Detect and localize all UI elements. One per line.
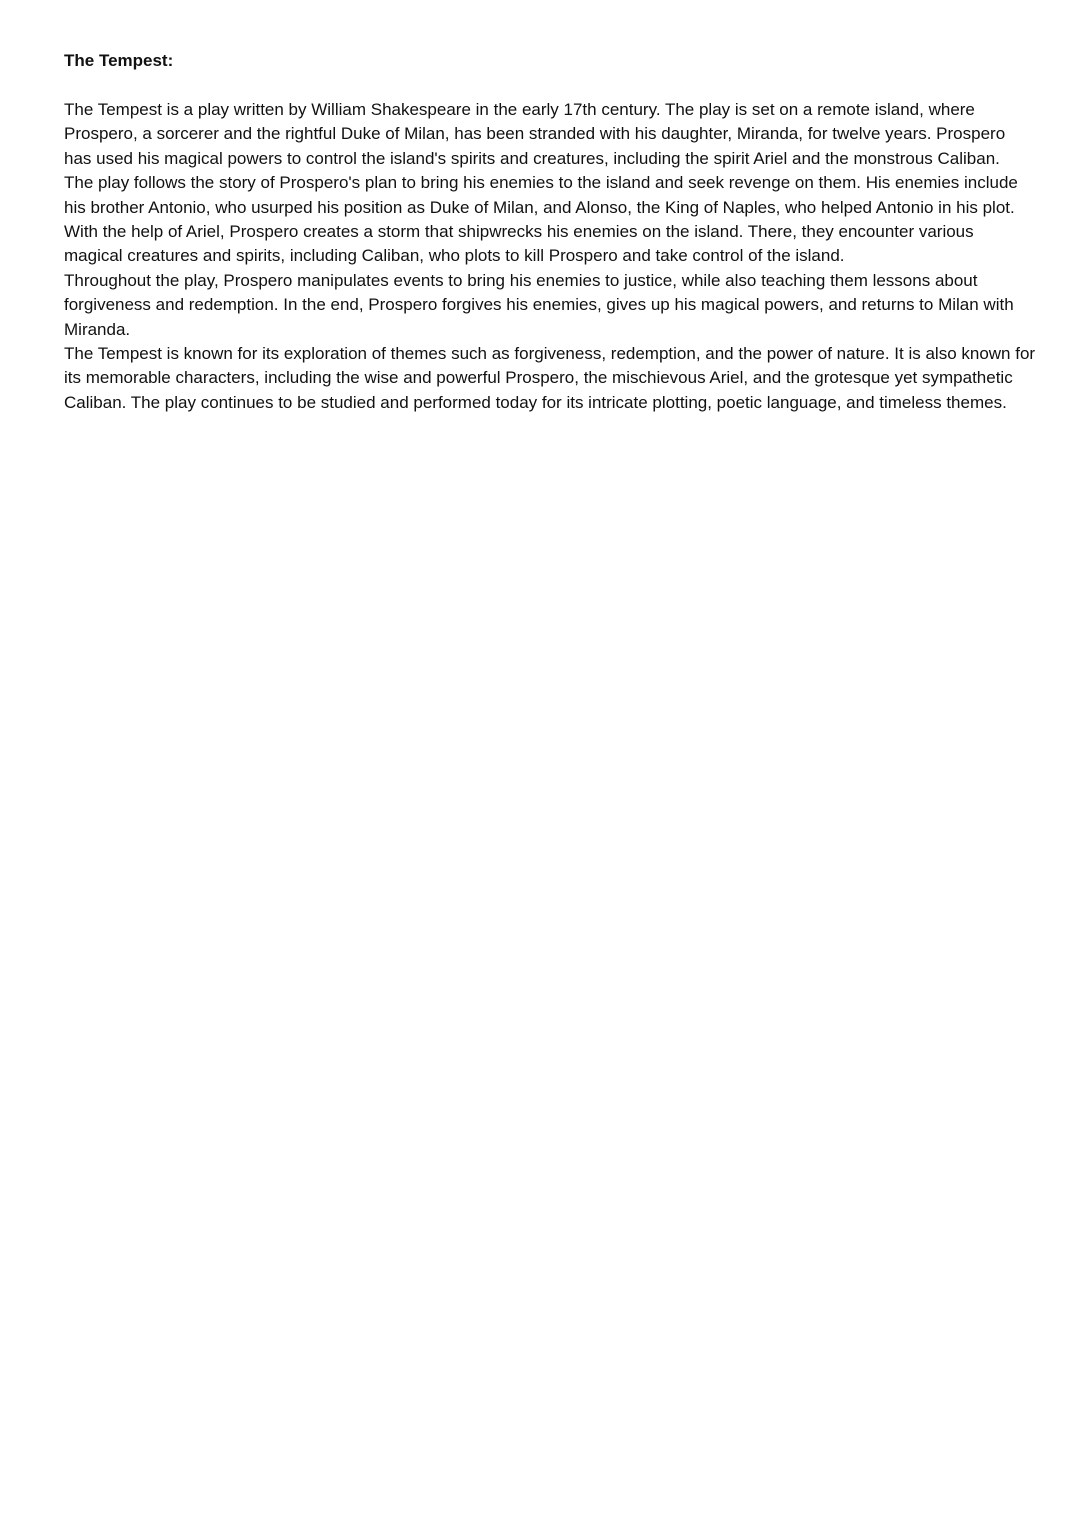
paragraph-themes: The Tempest is known for its exploration of themes such as forgiveness, redemption, and the power of nature. It is also known for its memorable characters, including the wise and powerful Prospero, the mischievous Ariel, and the grotesque yet sympathetic Caliban. The play continues to be studied and performed today for its intricate plotting, poetic language, and timeless themes. — [64, 344, 1036, 412]
paragraph-plot: The play follows the story of Prospero's plan to bring his enemies to the island and seek revenge on them. His enemies include his brother Antonio, who usurped his position as Duke of Milan, and Alonso, the King of Naples, who helped Antonio in his plot. With the help of Ariel, Prospero creates a storm that shipwrecks his enemies on the island. There, they encounter various magical creatures and spirits, including Caliban, who plots to kill Prospero and take control of the island. — [64, 173, 1018, 266]
paragraph-intro: The Tempest is a play written by William Shakespeare in the early 17th century. The play is set on a remote island, where Prospero, a sorcerer and the rightful Duke of Milan, has been stranded with his daughter, Miranda, for twelve years. Prospero has used his magical powers to control the island's spirits and creatures, including the spirit Ariel and the monstrous Caliban. — [64, 100, 1006, 168]
document-page — [64, 48, 1036, 415]
paragraph-resolution: Throughout the play, Prospero manipulates events to bring his enemies to justice, while also teaching them lessons about forgiveness and redemption. In the end, Prospero forgives his enemies, gives up his magical powers, and returns to Milan with Miranda. — [64, 270, 1014, 339]
document-title: The Tempest: — [64, 51, 174, 70]
